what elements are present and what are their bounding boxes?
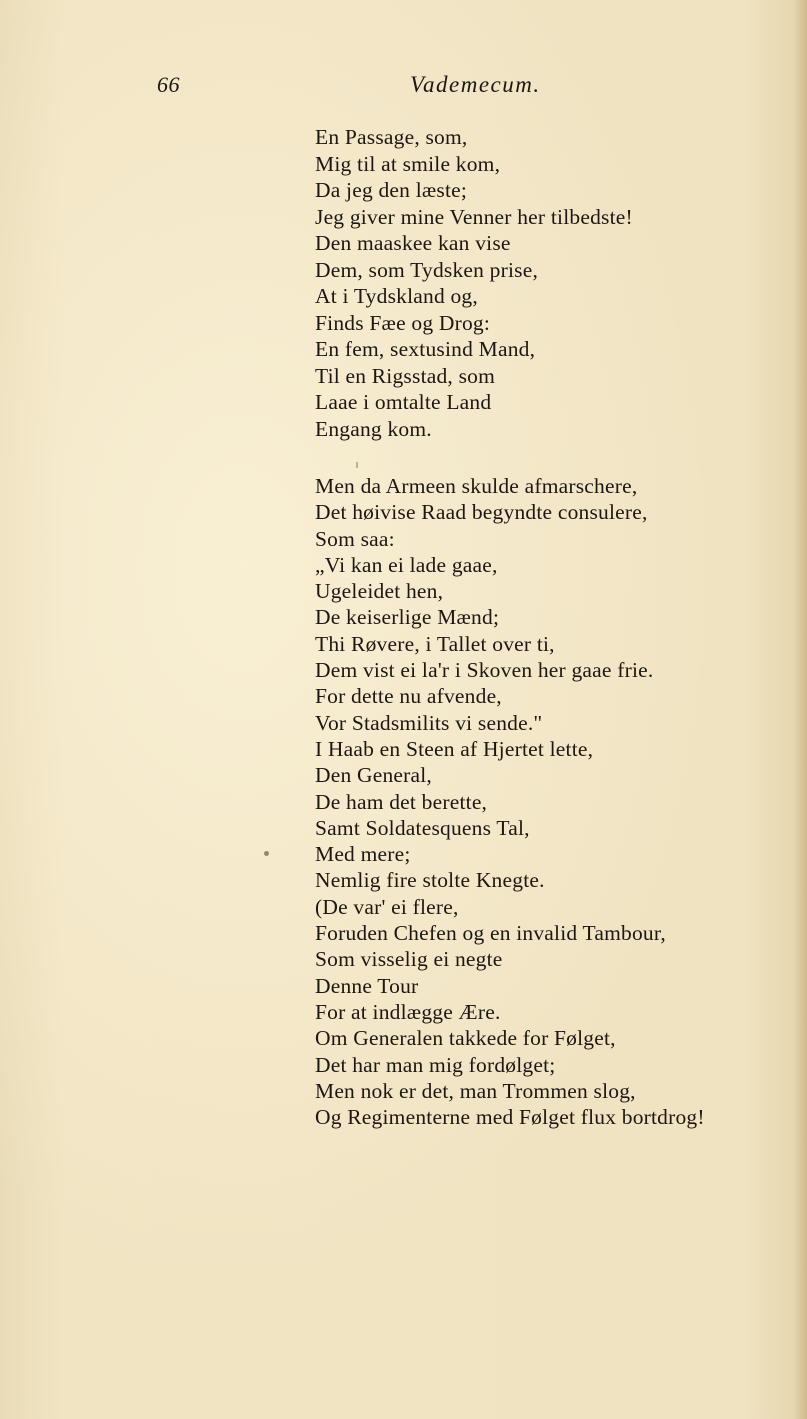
poem-line: Laae i omtalte Land: [315, 390, 492, 414]
page-number: 66: [157, 72, 180, 97]
poem-line: Finds Fæe og Drog:: [315, 310, 491, 335]
poem-line: Dem, som Tydsken prise,: [315, 257, 539, 282]
poem-line: Nemlig fire stolte Knegte.: [315, 868, 545, 893]
poem-line: Jeg giver mine Venner her tilbedste!: [315, 204, 633, 229]
poem-line: Samt Soldatesquens Tal,: [315, 815, 530, 840]
stanza-2: [315, 473, 705, 1130]
poem-line: De ham det berette,: [315, 789, 488, 814]
ink-speck: [356, 462, 358, 468]
poem-line: „Vi kan ei lade gaae,: [315, 552, 498, 577]
poem-line: Som visselig ei negte: [315, 947, 503, 972]
poem-line: I Haab en Steen af Hjertet lette,: [315, 736, 594, 761]
poem-line: Det har man mig fordølget;: [315, 1052, 556, 1077]
stanza-1: [315, 124, 633, 442]
poem-line: Som saa:: [315, 526, 395, 551]
poem-line: Til en Rigsstad, som: [315, 363, 496, 388]
poem-line: En fem, sextusind Mand,: [315, 337, 536, 361]
poem-line: Foruden Chefen og en invalid Tambour,: [315, 921, 666, 946]
poem-line: For at indlægge Ære.: [315, 999, 501, 1024]
poem-line: Om Generalen takkede for Følget,: [315, 1026, 616, 1051]
poem-line: Thi Røvere, i Tallet over ti,: [315, 631, 555, 656]
poem-line: Det høivise Raad begyndte consulere,: [315, 500, 648, 525]
poem-line: (De var' ei flere,: [315, 894, 459, 919]
poem-line: Med mere;: [315, 842, 411, 867]
running-title: Vademecum.: [410, 72, 541, 97]
poem-line: Engang kom.: [315, 416, 432, 441]
poem-line: Men da Armeen skulde afmarschere,: [315, 474, 638, 498]
poem-line: At i Tydskland og,: [315, 284, 478, 308]
poem-line: Den General,: [315, 763, 433, 788]
poem-line: Ugeleidet hen,: [315, 579, 444, 604]
poem-line: For dette nu afvende,: [315, 684, 502, 709]
ink-dot: [264, 851, 269, 856]
poem-line: Da jeg den læste;: [315, 178, 468, 202]
poem-line: Men nok er det, man Trommen slog,: [315, 1078, 636, 1103]
poem-line: En Passage, som,: [315, 125, 468, 149]
poem-line: Dem vist ei la'r i Skoven her gaae frie.: [315, 658, 654, 683]
poem-line: Mig til at smile kom,: [315, 151, 501, 176]
poem-line: Og Regimenterne med Følget flux bortdrog!: [315, 1105, 705, 1130]
page-edge-shadow: [793, 0, 807, 1419]
poem-line: Denne Tour: [315, 973, 419, 998]
poem-line: De keiserlige Mænd;: [315, 605, 500, 630]
poem-line: Den maaskee kan vise: [315, 231, 511, 255]
poem-line: Vor Stadsmilits vi sende.": [315, 710, 543, 735]
